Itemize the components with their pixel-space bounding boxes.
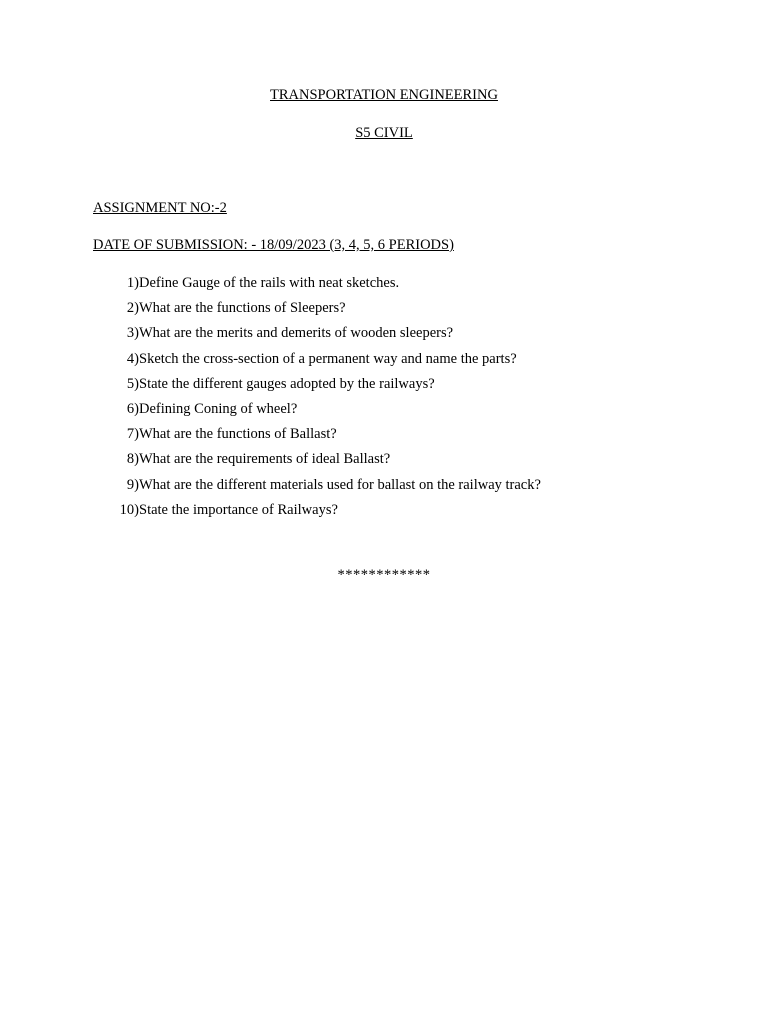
submission-date: DATE OF SUBMISSION: - 18/09/2023 (3, 4, 5, 6 PERIODS) xyxy=(93,237,454,253)
question-text: State the different gauges adopted by the railways? xyxy=(139,375,435,392)
list-item xyxy=(93,501,541,526)
question-number: 9) xyxy=(126,476,139,493)
list-item xyxy=(93,324,541,349)
list-item xyxy=(93,450,541,475)
question-number: 2) xyxy=(126,300,139,317)
question-number: 10) xyxy=(119,501,139,518)
document-subtitle: S5 CIVIL xyxy=(355,125,413,141)
question-text: What are the functions of Ballast? xyxy=(139,426,337,443)
question-text: What are the functions of Sleepers? xyxy=(139,300,346,317)
end-separator: ************ xyxy=(337,567,431,583)
question-text: State the importance of Railways? xyxy=(139,501,338,518)
question-text: Defining Coning of wheel? xyxy=(139,400,298,417)
assignment-number: ASSIGNMENT NO:-2 xyxy=(93,200,227,216)
question-text: What are the merits and demerits of wooden sleepers? xyxy=(139,325,454,342)
document-title: TRANSPORTATION ENGINEERING xyxy=(270,87,498,103)
question-number: 3) xyxy=(126,325,139,342)
list-item xyxy=(93,375,541,400)
question-number: 4) xyxy=(126,350,139,367)
question-text: Define Gauge of the rails with neat sketches. xyxy=(139,275,400,291)
question-text: Sketch the cross-section of a permanent way and name the parts? xyxy=(139,350,517,367)
list-item xyxy=(93,299,541,324)
question-number: 5) xyxy=(126,375,139,392)
question-text: What are the requirements of ideal Ballast? xyxy=(139,451,391,468)
question-number: 1) xyxy=(126,275,139,291)
question-number: 8) xyxy=(126,451,139,468)
list-item xyxy=(93,476,541,501)
question-list xyxy=(93,274,541,526)
question-text: What are the different materials used for ballast on the railway track? xyxy=(139,476,541,493)
list-item xyxy=(93,274,541,299)
list-item xyxy=(93,400,541,425)
question-number: 7) xyxy=(126,426,139,443)
list-item xyxy=(93,350,541,375)
question-number: 6) xyxy=(126,400,139,417)
list-item xyxy=(93,425,541,450)
